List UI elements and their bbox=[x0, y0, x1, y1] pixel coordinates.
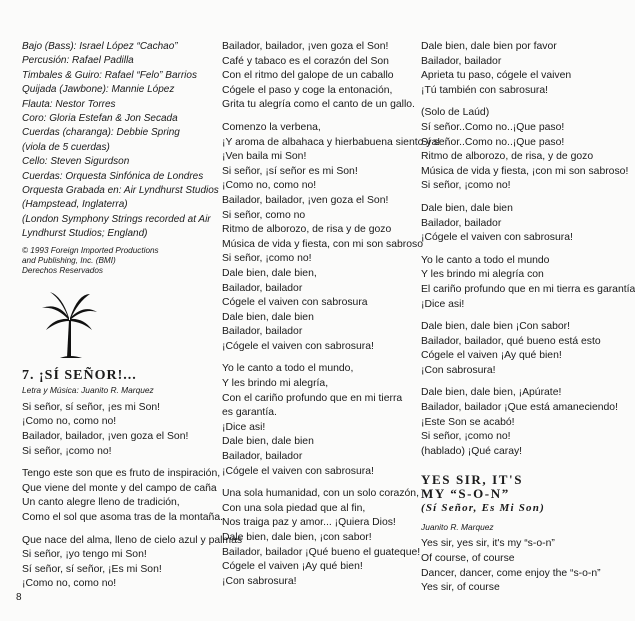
lyric-line: Sí señor, sí señor, ¡Es mi Son! bbox=[22, 563, 162, 575]
song-title: 7. ¡SÍ SEÑOR!... bbox=[22, 367, 137, 383]
lyric-line: Cógele el vaiven con sabrosura bbox=[222, 297, 368, 309]
lyric-line: Si señor, ¡como no! bbox=[222, 253, 312, 265]
lyric-line: Dancer, dancer, come enjoy the “s-o-n” bbox=[421, 567, 601, 579]
lyric-line: Con una sola piedad que al fin, bbox=[222, 502, 366, 514]
lyric-line: Yes sir, yes sir, it's my “s-o-n” bbox=[421, 538, 555, 550]
credit-line: Quijada (Jawbone): Mannie López bbox=[22, 84, 175, 96]
lyric-line: Si señor, ¡sí señor es mi Son! bbox=[222, 165, 358, 177]
lyric-line: Si señor, ¡como no! bbox=[421, 180, 511, 192]
credit-line: Flauta: Nestor Torres bbox=[22, 98, 116, 110]
lyric-line: Bailador, bailador, ¡ven goza el Son! bbox=[222, 41, 389, 52]
lyric-line: ¡Dice asi! bbox=[222, 421, 266, 433]
lyric-line: Una sola humanidad, con un solo corazón, bbox=[222, 488, 419, 500]
lyric-line: Sí señor..Como no..¡Que paso! bbox=[421, 136, 565, 148]
middle-column bbox=[222, 40, 441, 589]
credit-line: Timbales & Guiro: Rafael “Felo” Barrios bbox=[22, 69, 197, 81]
lyric-line: Música de vida y fiesta, con mi son sabroso bbox=[222, 238, 423, 250]
copyright-line: © 1993 Foreign Imported Productions bbox=[22, 245, 159, 255]
lyric-line: es garantía. bbox=[222, 407, 277, 419]
lyric-line: ¡Cógele el vaiven con sabrosura! bbox=[222, 340, 374, 352]
english-subtitle: (Sí Señor, Es Mi Son) bbox=[421, 502, 545, 515]
lyric-line: Un canto alegre lleno de tradición, bbox=[22, 497, 180, 509]
lyric-line: Dale bien, dale bien, ¡Apúrate! bbox=[421, 387, 562, 399]
lyric-line: Bailador, bailador bbox=[222, 451, 303, 463]
lyric-line: Cógele el vaiven ¡Ay qué bien! bbox=[421, 350, 562, 362]
lyric-line: ¡Con sabrosura! bbox=[222, 575, 297, 587]
lyric-line: Bailador, bailador, ¡ven goza el Son! bbox=[222, 194, 389, 206]
english-lyrics bbox=[421, 537, 599, 595]
lyric-line: Yo le canto a todo el mundo, bbox=[222, 363, 354, 375]
credit-line: (Hampstead, Inglaterra) bbox=[22, 199, 128, 211]
lyric-line: ¡Con sabrosura! bbox=[421, 364, 496, 376]
copyright-block bbox=[22, 246, 207, 277]
lyric-line: Dale bien, dale bien, ¡con sabor! bbox=[222, 532, 372, 543]
lyric-line: Bailador, bailador bbox=[421, 55, 502, 67]
lyric-line: Bailador, bailador bbox=[222, 282, 303, 294]
left-column bbox=[22, 40, 243, 592]
lyric-line: Dale bien, dale bien bbox=[222, 311, 314, 323]
lyric-line: Música de vida y fiesta, ¡con mi son sabroso! bbox=[421, 165, 629, 177]
lyric-line: Dale bien, dale bien por favor bbox=[421, 41, 557, 52]
english-title-line1: YES SIR, IT'S bbox=[421, 472, 524, 488]
lyric-line: Dale bien, dale bien ¡Con sabor! bbox=[421, 321, 571, 333]
lyric-line: ¡Este Son se acabó! bbox=[421, 416, 515, 428]
lyrics-block bbox=[22, 401, 243, 592]
lyric-line: Si señor, sí señor, ¡es mi Son! bbox=[22, 401, 161, 413]
lyric-line: Bailador, bailador ¡Qué bueno el guateque! bbox=[222, 546, 421, 558]
credit-line: Bajo (Bass): Israel López “Cachao” bbox=[22, 41, 178, 52]
lyric-line: Of course, of course bbox=[421, 553, 515, 565]
lyric-line: Dale bien, dale bien, bbox=[222, 267, 317, 279]
lyric-line: El cariño profundo que en mi tierra es garantía bbox=[421, 283, 635, 295]
lyric-line: Con el cariño profundo que en mi tierra bbox=[222, 392, 403, 404]
lyric-line: Si señor, ¡como no! bbox=[421, 431, 511, 443]
lyric-line: ¡Ven baila mi Son! bbox=[222, 151, 307, 163]
credit-line: Cuerdas: Orquesta Sinfónica de Londres bbox=[22, 170, 204, 182]
copyright-line: Derechos Reservados bbox=[22, 266, 104, 276]
lyric-line: Dale bien, dale bien bbox=[421, 202, 513, 214]
credit-line: (viola de 5 cuerdas) bbox=[22, 141, 110, 153]
lyric-line: Cógele el vaiven ¡Ay qué bien! bbox=[222, 561, 363, 573]
lyric-line: (hablado) ¡Qué caray! bbox=[421, 445, 523, 457]
lyric-line: Ritmo de alborozo, de risa, y de gozo bbox=[421, 151, 594, 163]
lyric-line: ¡Cógele el vaiven con sabrosura! bbox=[421, 232, 573, 244]
lyric-line: Aprieta tu paso, cógele el vaiven bbox=[421, 70, 572, 82]
lyric-line: Que viene del monte y del campo de caña bbox=[22, 482, 217, 494]
lyric-line: ¡Como no, como no! bbox=[222, 180, 317, 192]
lyric-line: Tengo este son que es fruto de inspiración, bbox=[22, 468, 221, 480]
palm-tree-icon bbox=[40, 288, 98, 360]
lyric-line: Comenzo la verbena, bbox=[222, 121, 321, 133]
credit-line: (London Symphony Strings recorded at Air bbox=[22, 213, 211, 225]
lyric-line: (Solo de Laúd) bbox=[421, 107, 490, 119]
lyric-line: Ritmo de alborozo, de risa y de gozo bbox=[222, 224, 392, 236]
lyric-line: Bailador, bailador ¡Que está amaneciendo! bbox=[421, 402, 618, 414]
lyric-line: ¡Y aroma de albahaca y hierbabuena siento ya! bbox=[222, 136, 441, 148]
page-number: 8 bbox=[16, 592, 22, 603]
lyric-line: Cógele el paso y coge la entonación, bbox=[222, 84, 393, 96]
lyric-line: Si señor, ¡como no! bbox=[22, 445, 112, 457]
copyright-line: and Publishing, Inc. (BMI) bbox=[22, 255, 116, 265]
lyric-line: Café y tabaco es el corazón del Son bbox=[222, 55, 389, 67]
lyric-line: Como el sol que asoma tras de la montaña. bbox=[22, 512, 223, 524]
lyric-line: Y les brindo mi alegría con bbox=[421, 269, 544, 281]
credits-block bbox=[22, 40, 219, 242]
song-author: Letra y Música: Juanito R. Marquez bbox=[22, 384, 154, 395]
lyric-line: Si señor, como no bbox=[222, 209, 306, 221]
lyric-line: Que nace del alma, lleno de cielo azul y palmas bbox=[22, 534, 243, 546]
credit-line: Cuerdas (charanga): Debbie Spring bbox=[22, 127, 180, 139]
credit-line: Lyndhurst Studios; England) bbox=[22, 228, 148, 240]
lyric-line: Con el ritmo del galope de un caballo bbox=[222, 70, 394, 82]
english-title-line2: MY “S-O-N” bbox=[421, 486, 510, 502]
lyric-line: Y les brindo mi alegría, bbox=[222, 378, 329, 390]
lyric-line: ¡Como no, como no! bbox=[22, 416, 117, 428]
right-column bbox=[421, 40, 635, 596]
lyric-line: Bailador, bailador, ¡ven goza el Son! bbox=[22, 431, 189, 443]
lyric-line: Yo le canto a todo el mundo bbox=[421, 254, 550, 266]
lyric-line: ¡Como no, como no! bbox=[22, 578, 117, 590]
lyrics-block bbox=[421, 40, 635, 459]
lyric-line: Grita tu alegría como el canto de un gallo. bbox=[222, 99, 415, 111]
lyric-line: ¡Dice asi! bbox=[421, 298, 465, 310]
credit-line: Percusión: Rafael Padilla bbox=[22, 55, 134, 67]
lyric-line: Sí señor..Como no..¡Que paso! bbox=[421, 121, 565, 133]
lyric-line: Bailador, bailador, qué bueno está esto bbox=[421, 335, 601, 347]
credit-line: Coro: Gloria Estefan & Jon Secada bbox=[22, 113, 178, 125]
lyric-line: Dale bien, dale bien bbox=[222, 436, 314, 448]
lyric-line: Yes sir, of course bbox=[421, 582, 500, 594]
english-author: Juanito R. Marquez bbox=[421, 522, 494, 533]
lyric-line: Nos traiga paz y amor... ¡Quiera Dios! bbox=[222, 517, 396, 529]
credit-line: Cello: Steven Sigurdson bbox=[22, 156, 130, 168]
credit-line: Orquesta Grabada en: Air Lyndhurst Studios bbox=[22, 185, 219, 197]
lyric-line: Bailador, bailador bbox=[421, 217, 502, 229]
lyric-line: ¡Tú también con sabrosura! bbox=[421, 84, 549, 96]
lyric-line: Si señor, ¡yo tengo mi Son! bbox=[22, 549, 147, 561]
lyric-line: Bailador, bailador bbox=[222, 326, 303, 338]
lyrics-block bbox=[222, 40, 441, 589]
lyric-line: ¡Cógele el vaiven con sabrosura! bbox=[222, 465, 374, 477]
